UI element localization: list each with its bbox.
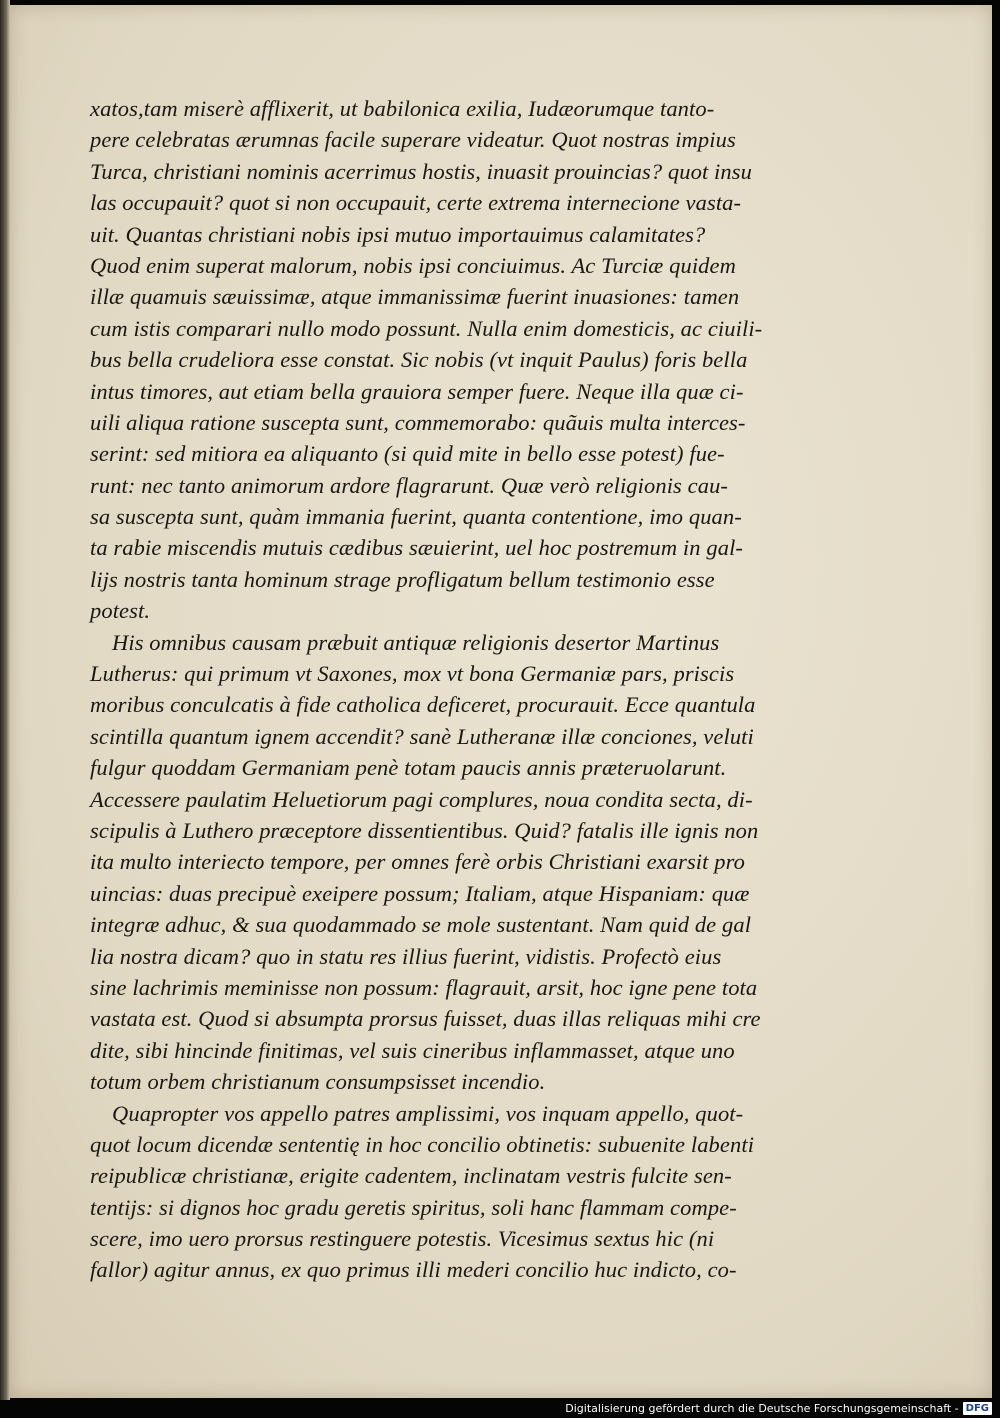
text-line: uit. Quantas christiani nobis ipsi mutuo importauimus calamitates?	[90, 221, 706, 247]
text-line: fulgur quoddam Germaniam penè totam paucis annis præteruolarunt.	[90, 755, 727, 781]
text-line: Turca, christiani nominis acerrimus hostis, inuasit prouincias? quot insu	[90, 158, 752, 184]
footer-credit: Digitalisierung gefördert durch die Deutsche Forschungsgemeinschaft -	[565, 1401, 959, 1415]
text-line: scintilla quantum ignem accendit? sanè Lutheranæ illæ conciones, veluti	[90, 723, 754, 749]
text-line: quot locum dicendæ sententię in hoc concilio obtinetis: subuenite labenti	[90, 1131, 755, 1157]
text-line: pere celebratas ærumnas facile superare videatur. Quot nostras impius	[90, 127, 736, 153]
text-line: Accessere paulatim Heluetiorum pagi complures, noua condita secta, di-	[90, 786, 753, 812]
text-line: scere, imo uero prorsus restinguere potestis. Vicesimus sextus hic (ni	[90, 1226, 715, 1252]
text-line: sa suscepta sunt, quàm immania fuerint, quanta contentione, imo quan-	[90, 504, 742, 530]
text-line: ita multo interiecto tempore, per omnes ferè orbis Christiani exarsit pro	[90, 849, 745, 875]
paragraph-start-line: His omnibus causam præbuit antiquæ religionis desertor Martinus	[112, 629, 720, 655]
text-line: vastata est. Quod si absumpta prorsus fuisset, duas illas reliquas mihi cre	[90, 1006, 761, 1032]
text-line: potest.	[90, 598, 151, 624]
text-line: uincias: duas precipuè exeipere possum; Italiam, atque Hispaniam: quæ	[90, 880, 750, 906]
page-edge	[0, 0, 10, 1400]
paragraph-start-line: Quapropter vos appello patres amplissimi, vos inquam appello, quot-	[112, 1100, 744, 1126]
text-line: runt: nec tanto animorum ardore flagrarunt. Quæ verò religionis cau-	[90, 472, 729, 498]
text-line: bus bella crudeliora esse constat. Sic nobis (vt inquit Paulus) foris bella	[90, 347, 748, 373]
text-line: Quod enim superat malorum, nobis ipsi conciuimus. Ac Turciæ quidem	[90, 252, 736, 278]
text-line: tentijs: si dignos hoc gradu geretis spiritus, soli hanc flammam compe-	[90, 1194, 737, 1220]
text-line: lia nostra dicam? quo in statu res illius fuerint, vidistis. Profectò eius	[90, 943, 722, 969]
text-line: fallor) agitur annus, ex quo primus illi mederi concilio huc indicto, co-	[90, 1257, 737, 1283]
text-line: serint: sed mitiora ea aliquanto (si quid mite in bello esse potest) fue-	[90, 441, 725, 467]
text-line: xatos,tam miserè afflixerit, ut babilonica exilia, Iudæorumque tanto-	[90, 96, 715, 121]
body-text	[90, 93, 790, 1286]
text-line: dite, sibi hincinde finitimas, vel suis cineribus inflammasset, atque uno	[90, 1037, 735, 1063]
text-line: cum istis comparari nullo modo possunt. Nulla enim domesticis, ac ciuili-	[90, 315, 763, 341]
text-line: intus timores, aut etiam bella grauiora semper fuere. Neque illa quæ ci-	[90, 378, 744, 404]
text-line: lijs nostris tanta hominum strage profligatum bellum testimonio esse	[90, 566, 715, 592]
text-line: totum orbem christianum consumpsisset incendio.	[90, 1069, 546, 1095]
digitization-footer	[565, 1401, 992, 1415]
text-line: uili aliqua ratione suscepta sunt, commemorabo: quãuis multa interces-	[90, 409, 746, 435]
text-line: las occupauit? quot si non occupauit, certe extrema internecione vasta-	[90, 190, 742, 216]
text-line: ta rabie miscendis mutuis cædibus sæuierint, uel hoc postremum in gal-	[90, 535, 744, 561]
text-line: moribus conculcatis à fide catholica deficeret, procurauit. Ecce quantula	[90, 692, 756, 718]
dfg-logo: DFG	[963, 1402, 992, 1415]
text-line: integræ adhuc, & sua quodammado se mole sustentant. Nam quid de gal	[90, 912, 752, 938]
text-line: Lutherus: qui primum vt Saxones, mox vt bona Germaniæ pars, priscis	[90, 661, 735, 687]
text-line: scipulis à Luthero præceptore dissentientibus. Quid? fatalis ille ignis non	[90, 817, 759, 843]
text-line: sine lachrimis meminisse non possum: flagrauit, arsit, hoc igne pene tota	[90, 974, 758, 1000]
text-line: illæ quamuis sæuissimæ, atque immanissimæ fuerint inuasiones: tamen	[90, 284, 740, 310]
text-line: reipublicæ christianæ, erigite cadentem, inclinatam vestris fulcite sen-	[90, 1163, 732, 1189]
scanned-page	[10, 5, 992, 1398]
